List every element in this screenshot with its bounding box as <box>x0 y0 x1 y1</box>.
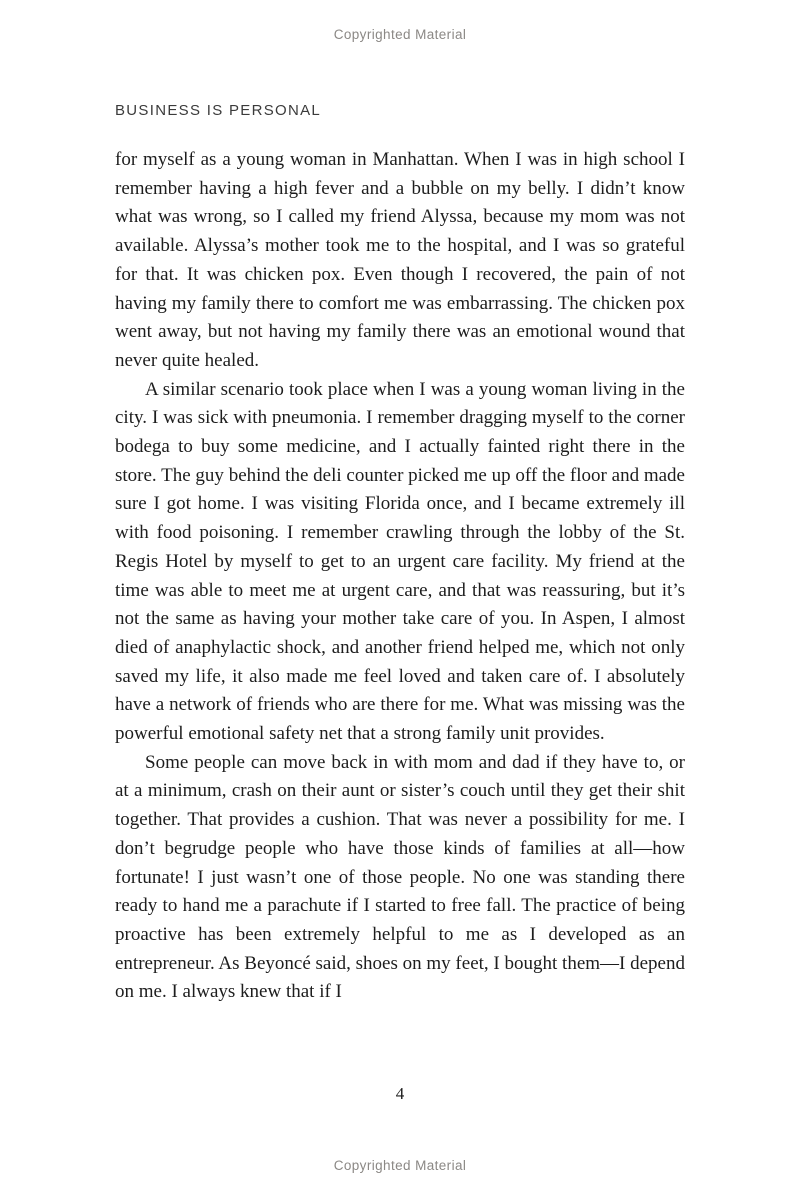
body-text <box>115 146 685 1007</box>
copyright-notice-top: Copyrighted Material <box>333 27 467 42</box>
running-header: BUSINESS IS PERSONAL <box>115 102 322 119</box>
paragraph: A similar scenario took place when I was a young woman living in the city. I was sick with pneumonia. I remember dragging myself to the corner bodega to buy some medicine, and I actually fainted right there in the store. The guy behind the deli counter picked me up off the floor and made sure I got home. I was visiting Florida once, and I became extremely ill with food poisoning. I remember crawling through the lobby of the St. Regis Hotel by myself to get to an urgent care facility. My friend at the time was able to meet me at urgent care, and that was reassuring, but it’s not the same as having your mother take care of you. In Aspen, I almost died of anaphylactic shock, and another friend helped me, which not only saved my life, it also made me feel loved and taken care of. I absolutely have a network of friends who are there for me. What was missing was the powerful emotional safety net that a strong family unit provides. <box>115 378 685 745</box>
copyright-notice-bottom: Copyrighted Material <box>333 1158 467 1173</box>
page-number: 4 <box>395 1084 405 1103</box>
paragraph: for myself as a young woman in Manhattan. When I was in high school I remember having a high fever and a bubble on my belly. I didn’t know what was wrong, so I called my friend Alyssa, because my mom was not available. Alyssa’s mother took me to the hospital, and I was so grateful for that. It was chicken pox. Even though I recovered, the pain of not having my family there to comfort me was embarrassing. The chicken pox went away, but not having my family there was an emotional wound that never quite healed. <box>115 149 685 371</box>
paragraph: Some people can move back in with mom and dad if they have to, or at a minimum, crash on their aunt or sister’s couch until they get their shit together. That provides a cushion. That was never a possibility for me. I don’t begrudge people who have those kinds of families at all—how fortunate! I just wasn’t one of those people. No one was standing there ready to hand me a parachute if I started to free fall. The practice of being proactive has been extremely helpful to me as I developed as an entrepreneur. As Beyoncé said, shoes on my feet, I bought them—I depend on me. I always knew that if I <box>115 751 685 1003</box>
